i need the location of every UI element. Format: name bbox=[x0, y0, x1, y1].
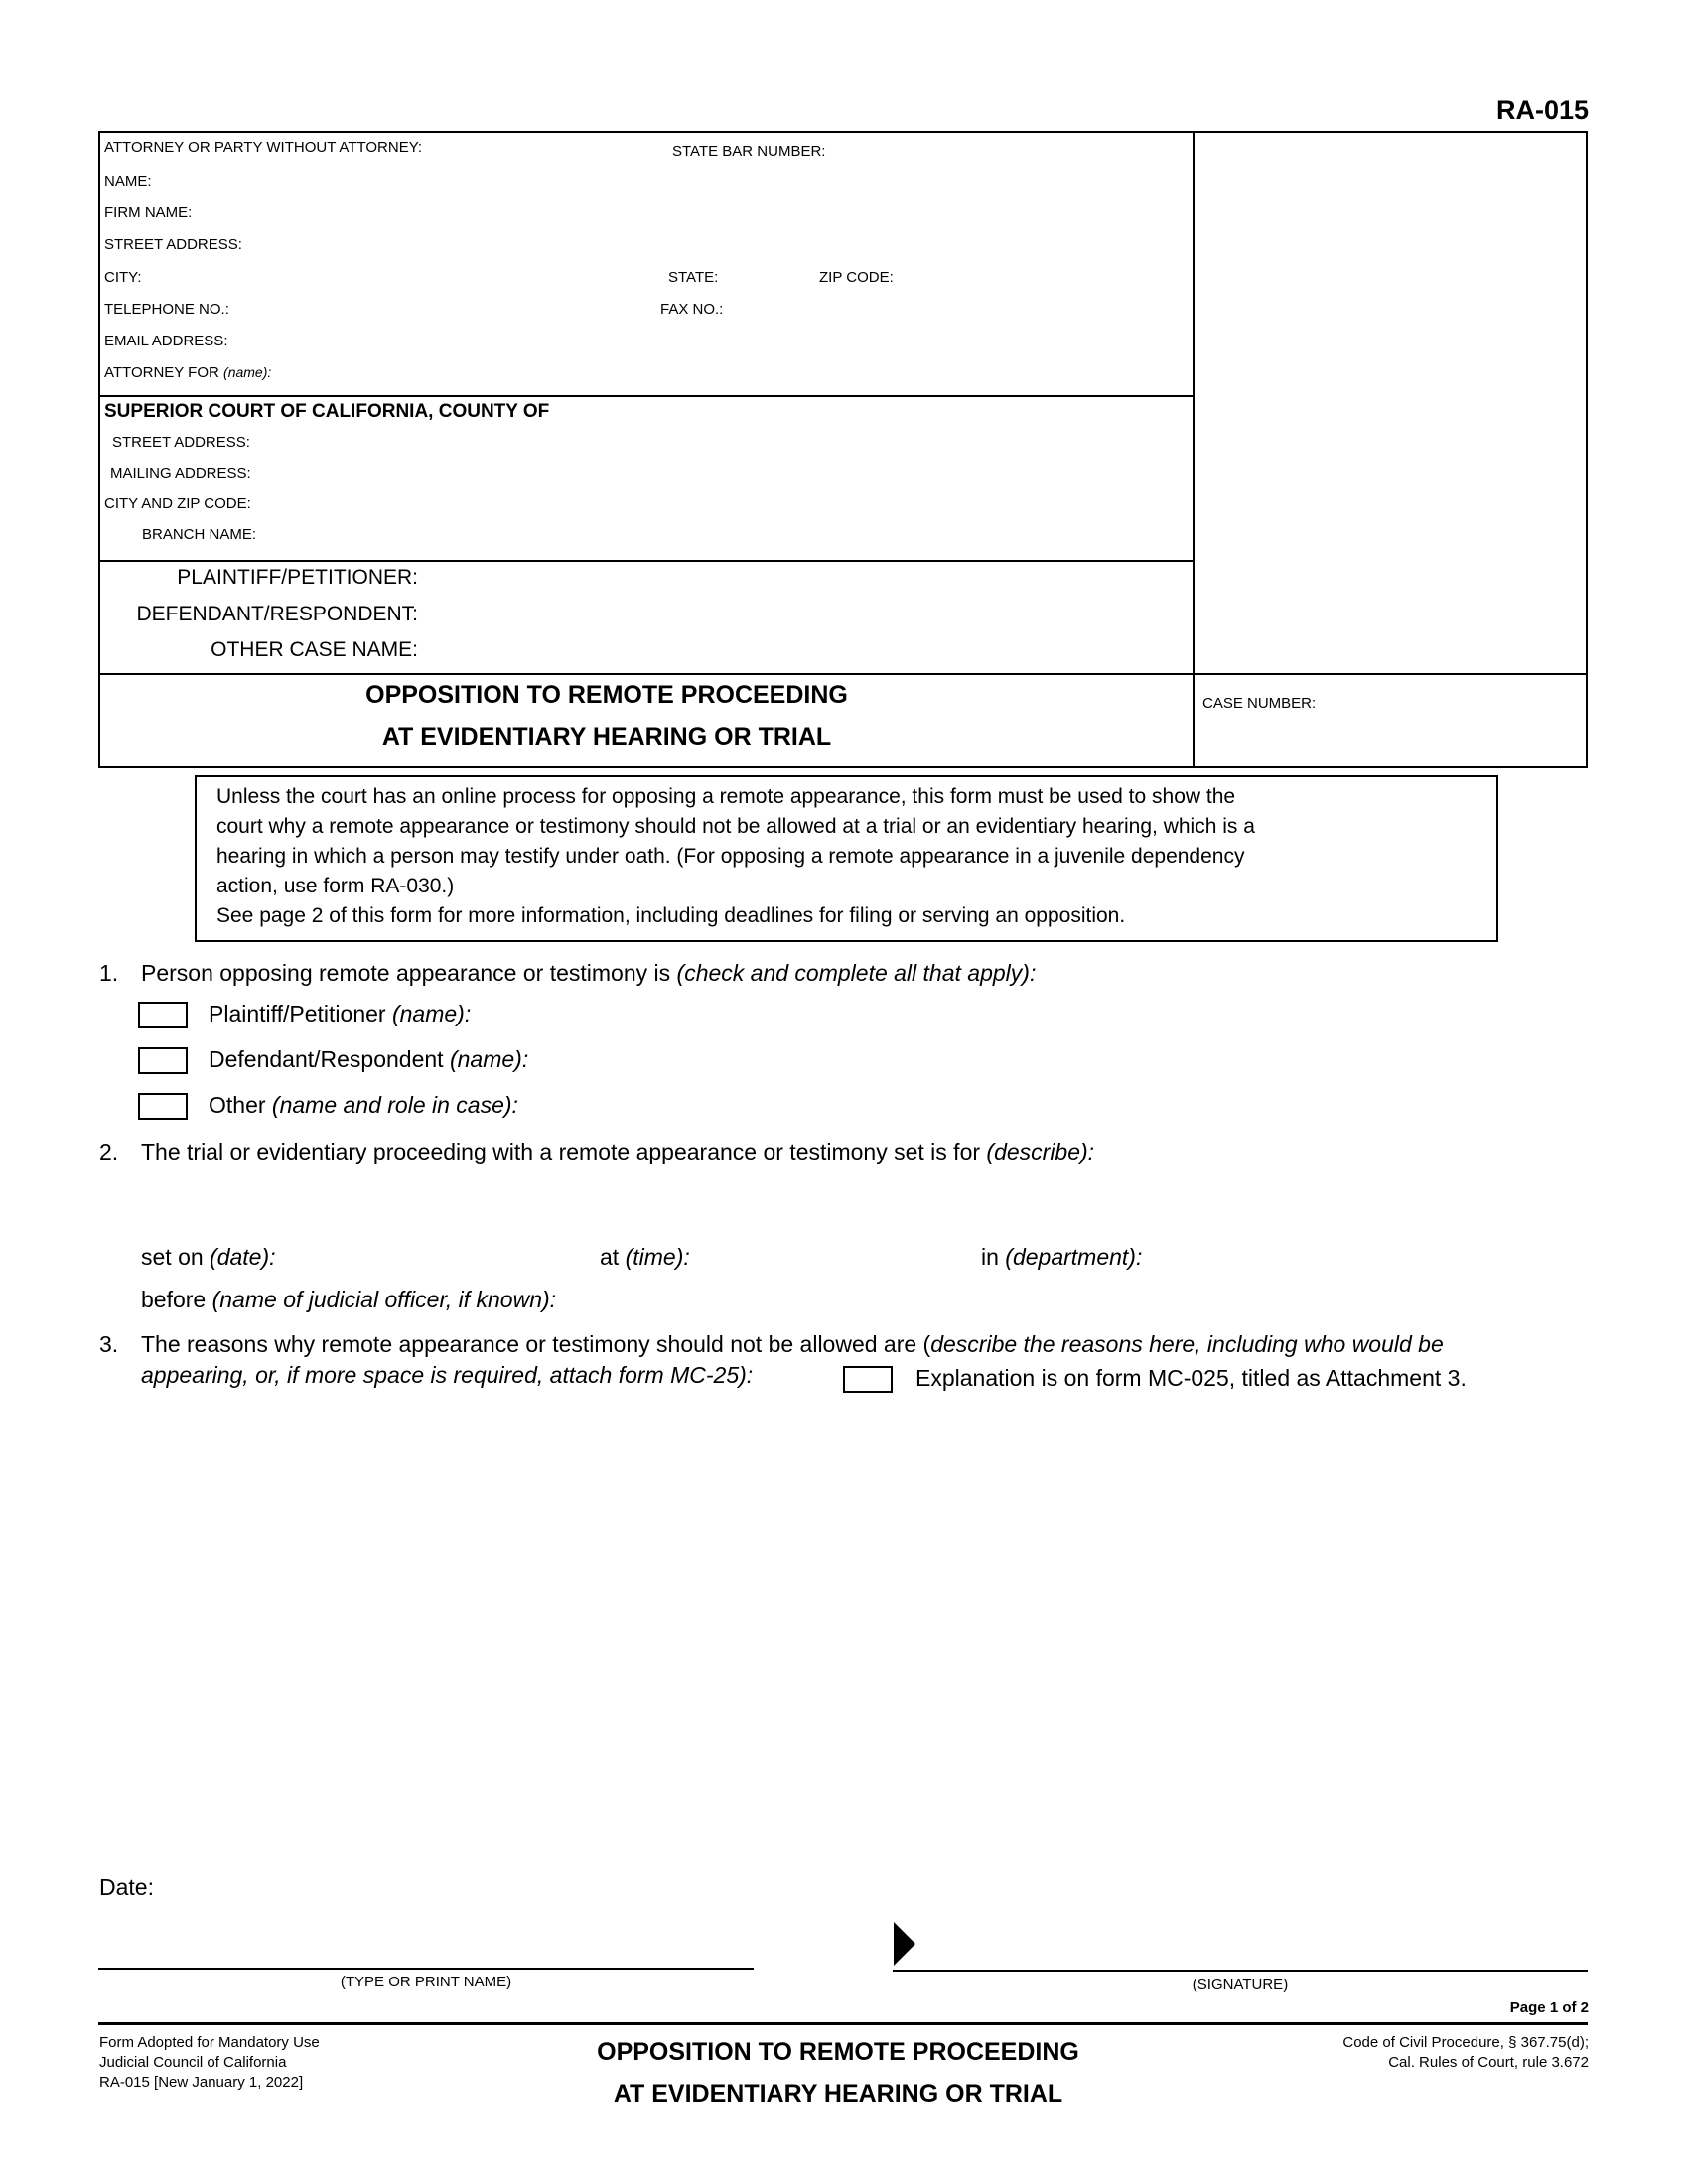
form-title-line2: AT EVIDENTIARY HEARING OR TRIAL bbox=[381, 723, 832, 751]
judicial-officer-field[interactable] bbox=[141, 1287, 556, 1313]
attorney-heading: ATTORNEY OR PARTY WITHOUT ATTORNEY: bbox=[104, 139, 423, 156]
other-case-label[interactable]: OTHER CASE NAME: bbox=[211, 638, 418, 661]
zip-label[interactable]: ZIP CODE: bbox=[819, 269, 894, 286]
case-number-label[interactable]: CASE NUMBER: bbox=[1202, 695, 1317, 712]
court-street-label[interactable]: STREET ADDRESS: bbox=[112, 434, 250, 451]
attachment-checkbox[interactable] bbox=[843, 1366, 893, 1393]
plaintiff-option-note: (name): bbox=[391, 1001, 472, 1026]
footer-right-line: Cal. Rules of Court, rule 3.672 bbox=[1388, 2054, 1589, 2071]
item3-number: 3. bbox=[99, 1331, 119, 1357]
street-label[interactable]: STREET ADDRESS: bbox=[104, 236, 242, 253]
form-title-line1: OPPOSITION TO REMOTE PROCEEDING bbox=[365, 681, 848, 709]
name-line[interactable] bbox=[98, 1968, 754, 1970]
firm-label[interactable]: FIRM NAME: bbox=[104, 205, 193, 221]
state-label[interactable]: STATE: bbox=[668, 269, 719, 286]
type-name-label: (TYPE OR PRINT NAME) bbox=[340, 1974, 512, 1990]
set-on-field[interactable] bbox=[141, 1244, 276, 1271]
signature-line[interactable] bbox=[893, 1970, 1588, 1972]
footer-title-line2: AT EVIDENTIARY HEARING OR TRIAL bbox=[613, 2080, 1063, 2108]
plaintiff-option-label: Plaintiff/Petitioner bbox=[209, 1001, 386, 1026]
signature-arrow-icon bbox=[892, 1922, 917, 1966]
notice-line: Unless the court has an online process for opposing a remote appearance, this form must be used to show the bbox=[216, 785, 1236, 808]
department-note: (department): bbox=[1005, 1244, 1143, 1270]
item3-text bbox=[141, 1331, 1444, 1358]
footer-right bbox=[1192, 2033, 1589, 2073]
footer-left-line: RA-015 [New January 1, 2022] bbox=[99, 2074, 304, 2091]
attachment-text: Explanation is on form MC-025, titled as Attachment 3. bbox=[915, 1365, 1467, 1391]
notice-line: court why a remote appearance or testimony should not be allowed at a trial or an evidentiary hearing, which is a bbox=[216, 815, 1255, 838]
footer-left-line: Judicial Council of California bbox=[99, 2054, 287, 2071]
footer-title bbox=[491, 2031, 1186, 2115]
page-number: Page 1 of 2 bbox=[1509, 1999, 1589, 2016]
plaintiff-label[interactable]: PLAINTIFF/PETITIONER: bbox=[177, 566, 418, 589]
set-on-label: set on bbox=[141, 1244, 204, 1270]
defendant-checkbox[interactable] bbox=[138, 1047, 188, 1074]
item2-text bbox=[141, 1139, 1094, 1165]
attorney-for-text: ATTORNEY FOR bbox=[104, 364, 219, 381]
attorney-for-note: (name): bbox=[223, 364, 272, 380]
state-bar-label: STATE BAR NUMBER: bbox=[672, 143, 826, 160]
item2-note: (describe): bbox=[986, 1139, 1095, 1164]
defendant-option-label: Defendant/Respondent bbox=[209, 1046, 444, 1072]
item1-number: 1. bbox=[99, 960, 119, 986]
item3-text-cont bbox=[141, 1362, 753, 1389]
court-branch-label[interactable]: BRANCH NAME: bbox=[142, 526, 257, 543]
footer-title-line1: OPPOSITION TO REMOTE PROCEEDING bbox=[597, 2038, 1079, 2066]
item1-label: Person opposing remote appearance or testimony is bbox=[141, 960, 671, 986]
defendant-label[interactable]: DEFENDANT/RESPONDENT: bbox=[136, 603, 418, 625]
form-id: RA-015 bbox=[1495, 95, 1589, 125]
court-mailing-label[interactable]: MAILING ADDRESS: bbox=[110, 465, 251, 481]
item1-note: (check and complete all that apply): bbox=[676, 960, 1037, 986]
court-city-zip-label[interactable]: CITY AND ZIP CODE: bbox=[104, 495, 251, 512]
divider bbox=[100, 673, 1588, 675]
other-option-note: (name and role in case): bbox=[271, 1092, 518, 1118]
email-label[interactable]: EMAIL ADDRESS: bbox=[104, 333, 228, 349]
item2-number: 2. bbox=[99, 1139, 119, 1164]
judicial-officer-note: (name of judicial officer, if known): bbox=[211, 1287, 557, 1312]
attorney-for-label[interactable] bbox=[104, 364, 271, 381]
department-field[interactable] bbox=[981, 1244, 1142, 1271]
notice-line: action, use form RA-030.) bbox=[216, 875, 455, 897]
footer-rule bbox=[98, 2022, 1588, 2025]
date-note: (date): bbox=[210, 1244, 276, 1270]
footer-left-line: Form Adopted for Mandatory Use bbox=[99, 2034, 320, 2051]
divider bbox=[100, 560, 1193, 562]
fax-label[interactable]: FAX NO.: bbox=[660, 301, 724, 318]
in-label: in bbox=[981, 1244, 999, 1270]
notice-box bbox=[195, 775, 1498, 942]
telephone-label[interactable]: TELEPHONE NO.: bbox=[104, 301, 229, 318]
item2-label: The trial or evidentiary proceeding with a remote appearance or testimony set is for bbox=[141, 1139, 981, 1164]
time-field[interactable] bbox=[600, 1244, 690, 1271]
defendant-option-note: (name): bbox=[449, 1046, 529, 1072]
city-label[interactable]: CITY: bbox=[104, 269, 142, 286]
time-note: (time): bbox=[625, 1244, 690, 1270]
other-checkbox[interactable] bbox=[138, 1093, 188, 1120]
signature-label: (SIGNATURE) bbox=[1192, 1977, 1289, 1993]
item1-text bbox=[141, 960, 1036, 987]
plaintiff-checkbox[interactable] bbox=[138, 1002, 188, 1028]
defendant-option bbox=[209, 1046, 528, 1073]
footer-right-line: Code of Civil Procedure, § 367.75(d); bbox=[1342, 2034, 1589, 2051]
other-option bbox=[209, 1092, 518, 1119]
before-label: before bbox=[141, 1287, 207, 1312]
item3-note: describe the reasons here, including who would be bbox=[930, 1331, 1444, 1357]
footer-left bbox=[99, 2033, 320, 2093]
court-heading: SUPERIOR COURT OF CALIFORNIA, COUNTY OF bbox=[104, 401, 550, 422]
plaintiff-option bbox=[209, 1001, 471, 1027]
item3-note-cont: appearing, or, if more space is required, attach form MC-25): bbox=[141, 1362, 754, 1388]
date-label[interactable]: Date: bbox=[99, 1874, 154, 1900]
other-option-label: Other bbox=[209, 1092, 266, 1118]
name-label[interactable]: NAME: bbox=[104, 173, 152, 190]
at-label: at bbox=[600, 1244, 620, 1270]
notice-line: hearing in which a person may testify under oath. (For opposing a remote appearance in a juvenile dependency bbox=[216, 845, 1245, 868]
item3-label: The reasons why remote appearance or testimony should not be allowed are ( bbox=[141, 1331, 931, 1357]
notice-line: See page 2 of this form for more information, including deadlines for filing or serving an opposition. bbox=[216, 904, 1126, 927]
divider bbox=[100, 395, 1193, 397]
caption-box bbox=[98, 131, 1588, 768]
